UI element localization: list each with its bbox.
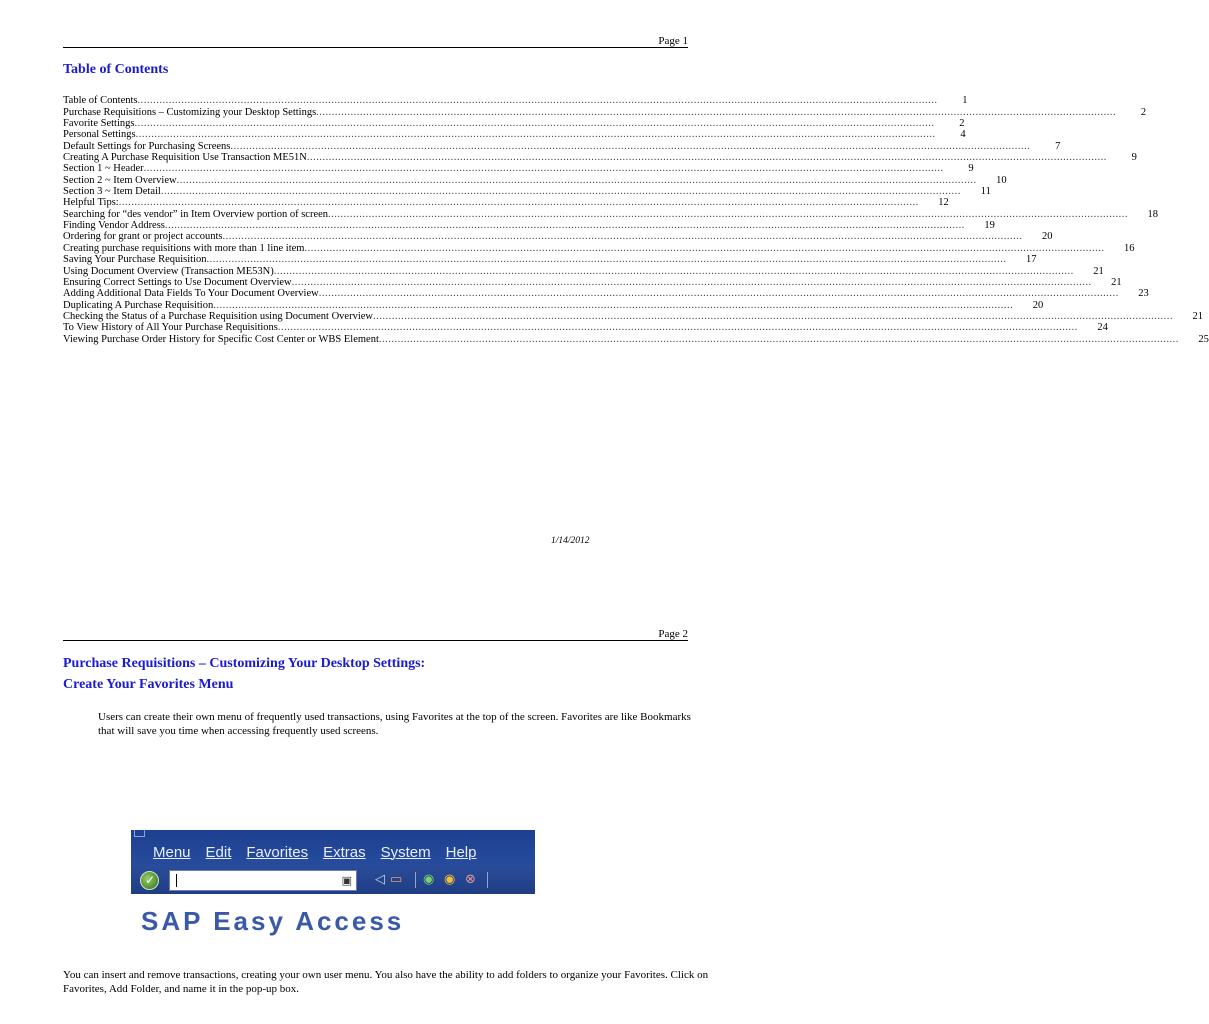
toc-entry-title: Helpful Tips: [63,197,119,209]
toc-entry[interactable] [63,140,1061,152]
toc-entry-title: Searching for “des vendor” in Item Overview portion of screen [63,208,329,220]
toc-entry-page: 2 [1140,106,1147,118]
toolbar-separator [415,872,416,888]
back-arrow-icon[interactable]: ◁ [375,872,385,887]
toc-entry-title: Purchase Requisitions – Customizing your Desktop Settings [63,106,317,118]
toc-leader-dots [278,322,1078,333]
sap-standard-toolbar [131,866,535,894]
toc-leader-dots [319,288,1119,299]
toc-entry-page: 11 [980,186,991,198]
toc-entry-title: Creating purchase requisitions with more than 1 line item [63,242,305,254]
section-subheading: Create Your Favorites Menu [63,677,234,692]
toc-entry-page: 25 [1198,333,1209,345]
toc-entry[interactable] [63,231,1053,243]
toc-entry[interactable] [63,333,1209,345]
page-divider [63,640,688,641]
toc-leader-dots [274,266,1074,277]
text-cursor [176,874,177,887]
window-corner-icon [134,830,145,837]
toc-entry[interactable] [63,152,1137,164]
sap-title-strip [131,894,535,936]
toc-entry-title: Section 1 ~ Header [63,163,144,175]
toc-entry[interactable] [63,186,991,198]
toc-leader-dots [134,118,934,129]
enter-check-icon[interactable]: ✓ [140,871,159,890]
cancel-icon[interactable]: ⊗ [465,872,476,887]
command-field[interactable] [169,870,357,891]
toc-entry-page: 2 [959,118,965,130]
toc-entry-title: Adding Additional Data Fields To Your Document Overview [63,288,319,300]
toc-leader-dots [144,163,944,174]
sap-menu-item-edit[interactable]: Edit [205,844,232,861]
page-number: Page 2 [658,628,688,640]
toc-leader-dots [373,311,1173,322]
toc-entry-page: 20 [1041,231,1053,243]
toc-entry-title: Using Document Overview (Transaction ME53N) [63,265,274,277]
toc-entry[interactable] [63,208,1159,220]
toc-leader-dots [316,107,1116,118]
toc-leader-dots [213,300,1013,311]
table-of-contents [63,95,1209,345]
page-divider [63,47,688,48]
document-date: 1/14/2012 [551,536,590,546]
toc-entry-title: Section 2 ~ Item Overview [63,174,177,186]
toc-entry[interactable] [63,242,1135,254]
sap-menu-item-favorites[interactable]: Favorites [246,844,309,861]
sap-easy-access-title: SAP Easy Access [141,906,405,936]
toc-entry[interactable] [63,220,995,232]
toc-leader-dots [138,95,938,106]
sap-toolbar-screenshot [131,830,535,936]
toc-leader-dots [307,152,1107,163]
closing-paragraph: You can insert and remove transactions, creating your own user menu. You also have the ability to add folders to organize your Favorites. Click on Favorites, Add Folder, and name it in the pop-up box. [63,969,709,995]
toc-leader-dots [304,243,1104,254]
toc-entry-page: 9 [1131,152,1137,164]
sap-menu-item-menu[interactable]: Menu [153,844,191,861]
toc-entry-page: 24 [1097,322,1108,334]
toc-entry-page: 21 [1192,310,1203,322]
toc-heading: Table of Contents [63,62,169,77]
toc-entry-page: 18 [1147,208,1159,220]
toc-entry-title: Creating A Purchase Requisition Use Transaction ME51N [63,152,307,164]
toc-entry-title: Finding Vendor Address [63,220,165,232]
toc-entry[interactable] [63,254,1037,266]
toc-leader-dots [230,141,1030,152]
toc-entry-page: 12 [938,197,949,209]
sap-menu-item-help[interactable]: Help [445,844,477,861]
toc-entry-title: To View History of All Your Purchase Requisitions [63,322,278,334]
sap-menu-item-extras[interactable]: Extras [323,844,366,861]
toc-entry-page: 20 [1032,299,1044,311]
toc-entry-title: Duplicating A Purchase Requisition [63,299,214,311]
page-2 [0,628,768,1024]
toc-leader-dots [379,334,1179,345]
toc-entry-page: 23 [1138,288,1149,300]
toc-entry[interactable] [63,276,1122,288]
toc-entry[interactable] [63,322,1108,334]
toc-entry[interactable] [63,299,1044,311]
toc-leader-dots [292,277,1092,288]
toc-entry[interactable] [63,95,968,107]
toc-entry-title: Checking the Status of a Purchase Requisition using Document Overview [63,310,373,322]
sap-menu-items [153,844,476,861]
toc-entry[interactable] [63,265,1104,277]
toc-entry-page: 17 [1026,254,1037,266]
toc-entry-title: Default Settings for Purchasing Screens [63,140,231,152]
toc-leader-dots [161,186,961,197]
toc-entry-title: Ordering for grant or project accounts [63,231,223,243]
toc-entry-title: Favorite Settings [63,118,135,130]
toc-entry-page: 16 [1123,242,1135,254]
toc-entry[interactable] [63,106,1147,118]
toc-leader-dots [119,197,919,208]
toc-entry[interactable] [63,310,1203,322]
toc-entry[interactable] [63,118,965,130]
toc-entry[interactable] [63,129,966,141]
toc-leader-dots [328,209,1128,220]
sap-menu-bar [131,830,535,866]
toc-entry-page: 21 [1093,265,1104,277]
toc-leader-dots [177,175,977,186]
toc-leader-dots [165,220,965,231]
section-heading: Purchase Requisitions – Customizing Your Desktop Settings: [63,656,426,671]
intro-paragraph: Users can create their own menu of frequently used transactions, using Favorites at the top of the screen. Favorites are like Bookmarks that will save you time when accessing frequently used screens. [98,711,691,737]
toc-entry[interactable] [63,174,1007,186]
toc-entry-title: Table of Contents [63,95,138,107]
toc-entry-page: 21 [1111,276,1122,288]
save-icon[interactable]: ▭ [390,872,403,887]
toc-leader-dots [136,129,936,140]
toc-leader-dots [207,254,1007,265]
toc-entry-page: 19 [984,220,995,232]
toc-entry-page: 1 [962,95,968,107]
sap-menu-item-system[interactable]: System [380,844,431,861]
exit-icon[interactable]: ◉ [444,872,456,887]
toc-entry-title: Section 3 ~ Item Detail [63,186,161,198]
toc-entry[interactable] [63,288,1149,300]
toc-entry-page: 7 [1055,140,1061,152]
toc-entry[interactable] [63,197,949,209]
toc-entry-title: Personal Settings [63,129,136,141]
toc-entry[interactable] [63,163,974,175]
back-icon[interactable]: ◉ [423,872,435,887]
toc-entry-title: Viewing Purchase Order History for Specific Cost Center or WBS Element [63,333,379,345]
page-number: Page 1 [658,35,688,47]
toc-entry-page: 10 [996,174,1007,186]
command-history-icon[interactable]: ▣ [341,874,352,887]
toc-leader-dots [222,231,1022,242]
toc-entry-page: 9 [968,163,974,175]
toc-entry-title: Ensuring Correct Settings to Use Document Overview [63,276,292,288]
toc-entry-page: 4 [960,129,966,141]
toolbar-separator [487,872,488,888]
toc-entry-title: Saving Your Purchase Requisition [63,254,207,266]
